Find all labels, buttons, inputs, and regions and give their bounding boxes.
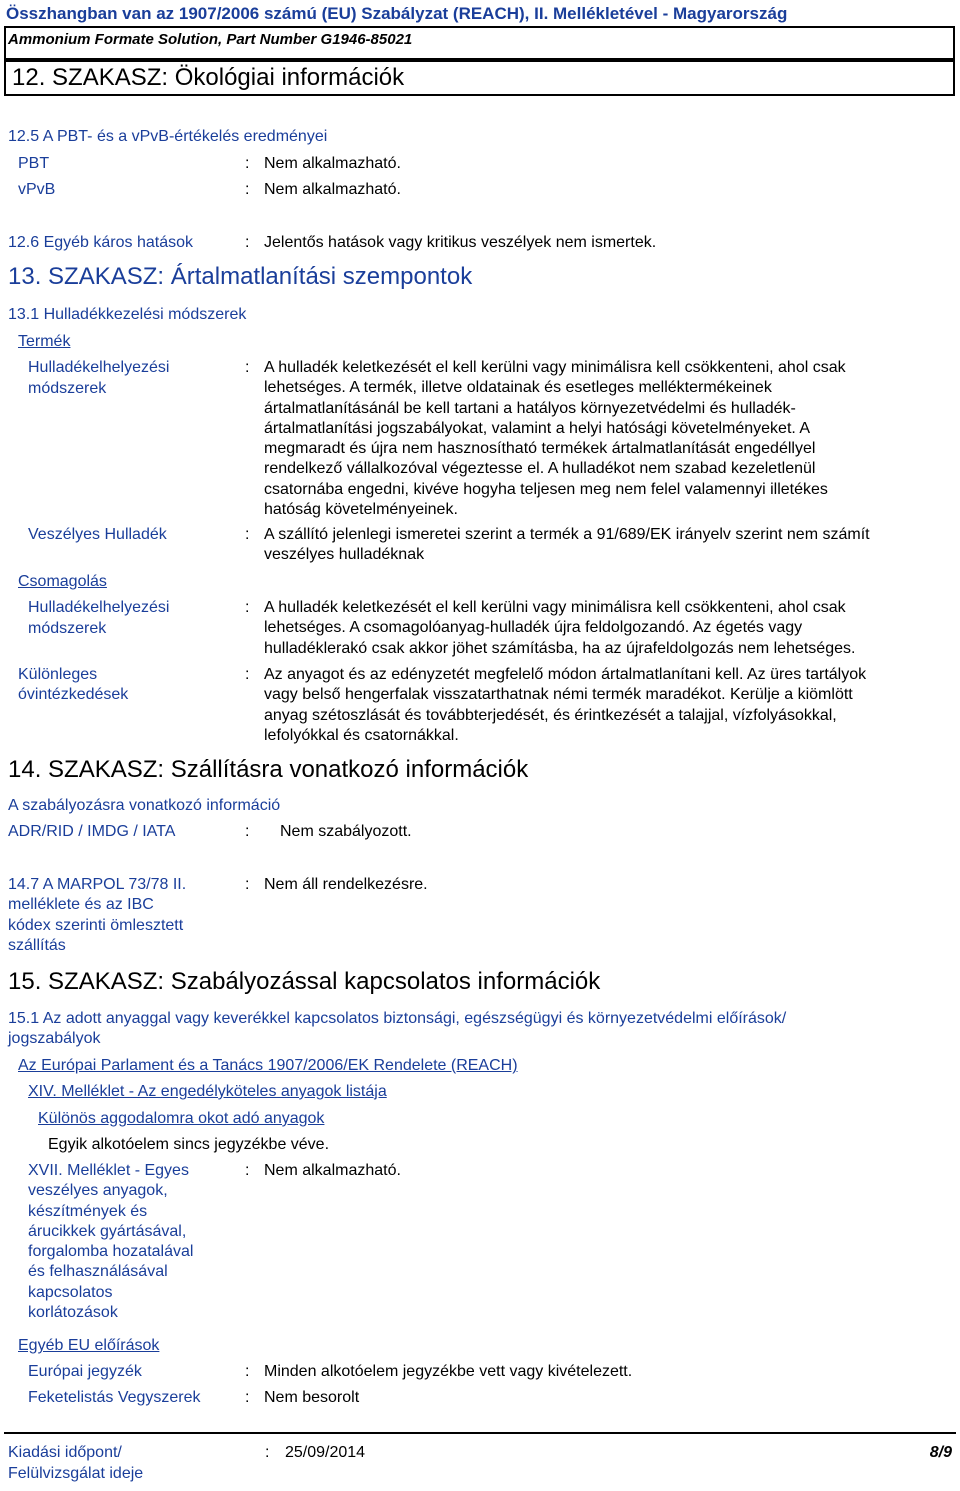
text-line: és felhasználásával [28, 1263, 168, 1281]
text-line: hulladéklerakó csak akkor jöhet számításba, ha az újrafeldolgozás nem lehetséges. [264, 639, 856, 657]
eu-inventory-value: Minden alkotóelem jegyzékbe vett vagy kivételezett. [264, 1363, 633, 1380]
text-line: melléklete és az IBC [8, 896, 154, 914]
section-12-heading: 12. SZAKASZ: Ökológiai információk [12, 64, 405, 91]
text-line: árucikkek gyártásával, [28, 1222, 187, 1240]
adr-value: Nem szabályozott. [280, 823, 412, 840]
section-13-heading: 13. SZAKASZ: Ártalmatlanítási szempontok [8, 263, 473, 290]
text-line: hatóság követelményeinek. [264, 501, 458, 519]
eu-inventory-label: Európai jegyzék [28, 1363, 142, 1380]
pbt-value: Nem alkalmazható. [264, 155, 401, 172]
text-line: anyag szétoszlását és továbbterjedését, és érintkezését a talajjal, vízfolyásokkal, [264, 706, 837, 724]
marpol-value: Nem áll rendelkezésre. [264, 876, 428, 893]
colon: : [245, 234, 250, 251]
annex-14-heading: XIV. Melléklet - Az engedélyköteles anyagok listája [28, 1083, 387, 1100]
colon: : [245, 359, 250, 376]
text-line: A szállító jelenlegi ismeretei szerint a termék a 91/689/EK irányelv szerint nem számít [264, 526, 870, 543]
packaging-text [264, 598, 954, 659]
text-line: A hulladék keletkezését el kell kerülni vagy minimálisra kell csökkenteni, ahol csak [264, 599, 846, 616]
text-line: veszélyes hulladéknak [264, 546, 425, 564]
adr-label: ADR/RID / IMDG / IATA [8, 823, 176, 840]
text-line: Az anyagot és az edényzetét megfelelő módon ártalmatlanítani kell. Az üres tartályok [264, 666, 867, 683]
text-line: rendelkező vállalkozóval végeztesse el. A hulladékot nem szabad kezeletlenül [264, 460, 816, 478]
special-text [264, 665, 954, 746]
footer-divider [4, 1432, 956, 1434]
colon: : [245, 599, 250, 616]
text-line: forgalomba hozatalával [28, 1243, 194, 1261]
text-line: kapcsolatos [28, 1283, 113, 1301]
colon: : [245, 666, 250, 683]
text-line: XVII. Melléklet - Egyes [28, 1162, 189, 1179]
colon: : [245, 823, 250, 840]
text-line: A hulladék keletkezését el kell kerülni vagy minimálisra kell csökkenteni, ahol csak [264, 359, 846, 376]
pack-label-2: módszerek [28, 620, 107, 637]
colon: : [245, 155, 250, 172]
section-14-heading: 14. SZAKASZ: Szállításra vonatkozó információk [8, 756, 529, 783]
marpol-label [8, 875, 238, 956]
footer-label-1: Kiadási időpont/ [8, 1444, 122, 1461]
text-line: veszélyes anyagok, [28, 1182, 168, 1200]
blacklist-label: Feketelistás Vegyszerek [28, 1389, 201, 1406]
footer-label-2: Felülvizsgálat ideje [8, 1465, 144, 1482]
disposal-text [264, 358, 954, 520]
text-line: lehetséges. A csomagolóanyag-hulladék újra feldolgozandó. Az égetés vagy [264, 619, 803, 637]
colon: : [265, 1444, 270, 1461]
termek-heading: Termék [18, 333, 71, 350]
colon: : [245, 1162, 250, 1179]
annex-17-label [28, 1161, 238, 1323]
hazardous-waste-text [264, 525, 954, 566]
vpvb-value: Nem alkalmazható. [264, 181, 401, 198]
text-line: lefolyókkal és csatornákkal. [264, 726, 459, 744]
section-12-bar [4, 60, 955, 96]
reach-heading: Az Európai Parlament és a Tanács 1907/2006/EK Rendelete (REACH) [18, 1057, 518, 1074]
text-line: szállítás [8, 936, 66, 954]
sub-13-1-heading: 13.1 Hulladékkezelési módszerek [8, 306, 247, 323]
sub-12-6-value: Jelentős hatások vagy kritikus veszélyek nem ismertek. [264, 234, 657, 251]
disposal-label-2: módszerek [28, 380, 107, 397]
packaging-heading: Csomagolás [18, 573, 107, 590]
regulatory-info-heading: A szabályozásra vonatkozó információ [8, 797, 281, 814]
text-line: korlátozások [28, 1304, 118, 1322]
special-label-2: óvintézkedések [18, 686, 129, 703]
sub-12-5-heading: 12.5 A PBT- és a vPvB-értékelés eredményei [8, 128, 328, 145]
section-15-heading: 15. SZAKASZ: Szabályozással kapcsolatos információk [8, 968, 601, 995]
hazardous-waste-label: Veszélyes Hulladék [28, 526, 167, 543]
text-line: készítmények és [28, 1202, 148, 1220]
svhc-value: Egyik alkotóelem sincs jegyzékbe véve. [48, 1136, 330, 1153]
special-label-1: Különleges [18, 666, 98, 683]
text-line: ártalmatlanításánál be kell tartani a hatályos környezetvédelmi és hulladék- [264, 399, 796, 417]
text-line: 15.1 Az adott anyaggal vagy keverékkel kapcsolatos biztonsági, egészségügyi és környezetvédelmi előírások/ [8, 1010, 787, 1027]
blacklist-value: Nem besorolt [264, 1389, 360, 1406]
text-line: 14.7 A MARPOL 73/78 II. [8, 876, 187, 893]
text-line: kódex szerinti ömlesztett [8, 916, 184, 934]
footer-date: 25/09/2014 [285, 1444, 366, 1461]
disposal-label-1: Hulladékelhelyezési [28, 359, 170, 376]
text-line: lehetséges. A termék, illetve oldatainak és esetleges melléktermékeinek [264, 379, 772, 397]
pbt-label: PBT [18, 155, 50, 172]
product-box [4, 26, 955, 60]
vpvb-label: vPvB [18, 181, 56, 198]
sub-15-1-heading [8, 1009, 953, 1050]
svhc-heading: Különös aggodalomra okot adó anyagok [38, 1110, 325, 1127]
text-line: megmaradt és újra nem hasznosítható termékek ártalmatlanítását engedéllyel [264, 440, 816, 458]
document-header-title: Összhangban van az 1907/2006 számú (EU) Szabályzat (REACH), II. Mellékletével - Magyarország [6, 4, 788, 23]
colon: : [245, 1363, 250, 1380]
pack-label-1: Hulladékelhelyezési [28, 599, 170, 616]
annex-17-value: Nem alkalmazható. [264, 1162, 401, 1179]
colon: : [245, 876, 250, 893]
colon: : [245, 1389, 250, 1406]
text-line: ártalmatlanítási jogszabályokat, valamint a helyi hatósági követelményeket. A [264, 419, 811, 437]
other-eu-heading: Egyéb EU előírások [18, 1337, 160, 1354]
text-line: vagy belső hengerfalak visszatarthatnak némi termék maradékot. Kerülje a kiömlött [264, 686, 853, 704]
text-line: jogszabályok [8, 1030, 101, 1048]
colon: : [245, 181, 250, 198]
page-number: 8/9 [929, 1444, 952, 1461]
product-name: Ammonium Formate Solution, Part Number G1946-85021 [8, 31, 413, 48]
colon: : [245, 526, 250, 543]
text-line: csatornába engedni, kivéve hogyha teljesen meg nem felel valamennyi illetékes [264, 480, 828, 498]
sub-12-6-heading: 12.6 Egyéb káros hatások [8, 234, 194, 251]
